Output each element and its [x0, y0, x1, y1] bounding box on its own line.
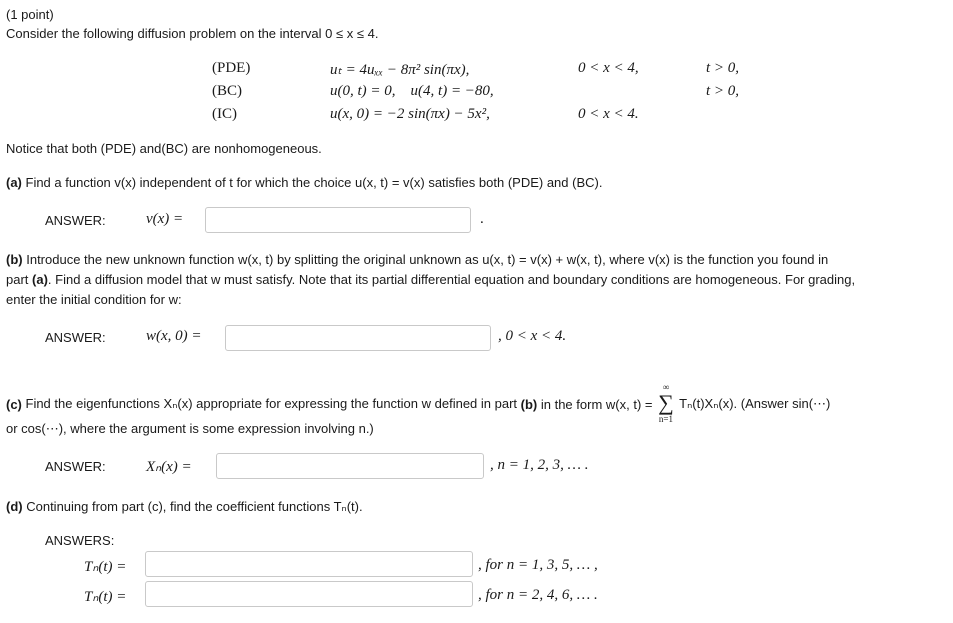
- part-b-answer-input[interactable]: [225, 325, 491, 351]
- part-b-text-1: Introduce the new unknown function w(x, t) by splitting the original unknown as u(x, t) = v(x) + w(x, t), where v(x) is the function you found in: [22, 252, 829, 267]
- pde-domain: 0 < x < 4,: [578, 60, 639, 76]
- part-b-domain: , 0 < x < 4.: [498, 328, 567, 344]
- pde-time: t > 0,: [706, 60, 740, 76]
- bc-tag: (BC): [212, 83, 242, 99]
- part-a-question: [6, 175, 602, 190]
- part-a-period: .: [480, 211, 484, 227]
- part-d-label: (d): [6, 499, 23, 514]
- part-c-question-line-2: or cos(⋯), where the argument is some expression involving n.): [6, 421, 374, 436]
- part-c-index-range: , n = 1, 2, 3, … .: [490, 457, 589, 473]
- part-a-lhs: v(x) =: [146, 211, 184, 227]
- sigma-lower: n=1: [658, 414, 673, 424]
- part-c-question-line-1: [6, 383, 830, 425]
- part-b-answer-label: ANSWER:: [45, 330, 106, 345]
- part-a-label: (a): [6, 175, 22, 190]
- ic-domain: 0 < x < 4.: [578, 106, 639, 122]
- part-d-even-answer-input[interactable]: [145, 581, 473, 607]
- part-d-question: [6, 499, 363, 515]
- ic-equation: u(x, 0) = −2 sin(πx) − 5x²,: [330, 106, 490, 122]
- part-d-odd-range: , for n = 1, 3, 5, … ,: [478, 557, 598, 573]
- pde-tag: (PDE): [212, 60, 251, 76]
- part-c-answer-label: ANSWER:: [45, 459, 106, 474]
- part-d-answers-label: ANSWERS:: [45, 533, 115, 548]
- part-c-label: (c): [6, 396, 22, 412]
- part-a-answer-input[interactable]: [205, 207, 471, 233]
- part-d-even-lhs: Tₙ(t) =: [84, 589, 127, 605]
- summation-symbol: [658, 382, 674, 424]
- bc-equation: u(0, t) = 0, u(4, t) = −80,: [330, 83, 494, 99]
- part-a-answer-label: ANSWER:: [45, 213, 106, 228]
- part-d-text: Continuing from part (c), find the coefficient functions Tₙ(t).: [22, 499, 363, 514]
- part-c-ref-b: (b): [520, 396, 538, 412]
- part-b-text-2a: part: [6, 272, 33, 287]
- part-d-even-range: , for n = 2, 4, 6, … .: [478, 587, 598, 603]
- part-b-question-line-3: enter the initial condition for w:: [6, 292, 182, 307]
- part-d-odd-lhs: Tₙ(t) =: [84, 559, 127, 575]
- part-a-text: Find a function v(x) independent of t for which the choice u(x, t) = v(x) satisfies both (PDE) and (BC).: [21, 175, 603, 190]
- part-d-odd-answer-input[interactable]: [145, 551, 473, 577]
- pde-equation: uₜ = 4uₓₓ − 8π² sin(πx),: [330, 62, 470, 78]
- part-b-label: (b): [6, 252, 23, 267]
- part-c-text-3: Tₙ(t)Xₙ(x). (Answer sin(⋯): [675, 396, 831, 411]
- points-label: (1 point): [6, 7, 54, 22]
- part-c-answer-input[interactable]: [216, 453, 484, 479]
- sigma-icon: ∑: [658, 390, 674, 415]
- part-b-question-line-2: [6, 272, 855, 287]
- bc-time: t > 0,: [706, 83, 740, 99]
- part-b-question-line-1: [6, 252, 828, 267]
- problem-intro: Consider the following diffusion problem on the interval 0 ≤ x ≤ 4.: [6, 26, 379, 41]
- part-b-lhs: w(x, 0) =: [146, 328, 202, 344]
- part-b-text-2b: . Find a diffusion model that w must satisfy. Note that its partial differential equation and boundary conditions are homogeneous. For grading,: [47, 272, 856, 287]
- part-c-lhs: Xₙ(x) =: [146, 459, 192, 475]
- part-c-text-1: Find the eigenfunctions Xₙ(x) appropriate for expressing the function w defined in part: [21, 396, 521, 411]
- notice-text: Notice that both (PDE) and(BC) are nonhomogeneous.: [6, 141, 322, 156]
- ic-tag: (IC): [212, 106, 237, 122]
- sigma-upper: ∞: [662, 382, 670, 392]
- part-c-text-2: in the form w(x, t) =: [537, 396, 657, 412]
- part-b-ref-a: (a): [32, 272, 48, 287]
